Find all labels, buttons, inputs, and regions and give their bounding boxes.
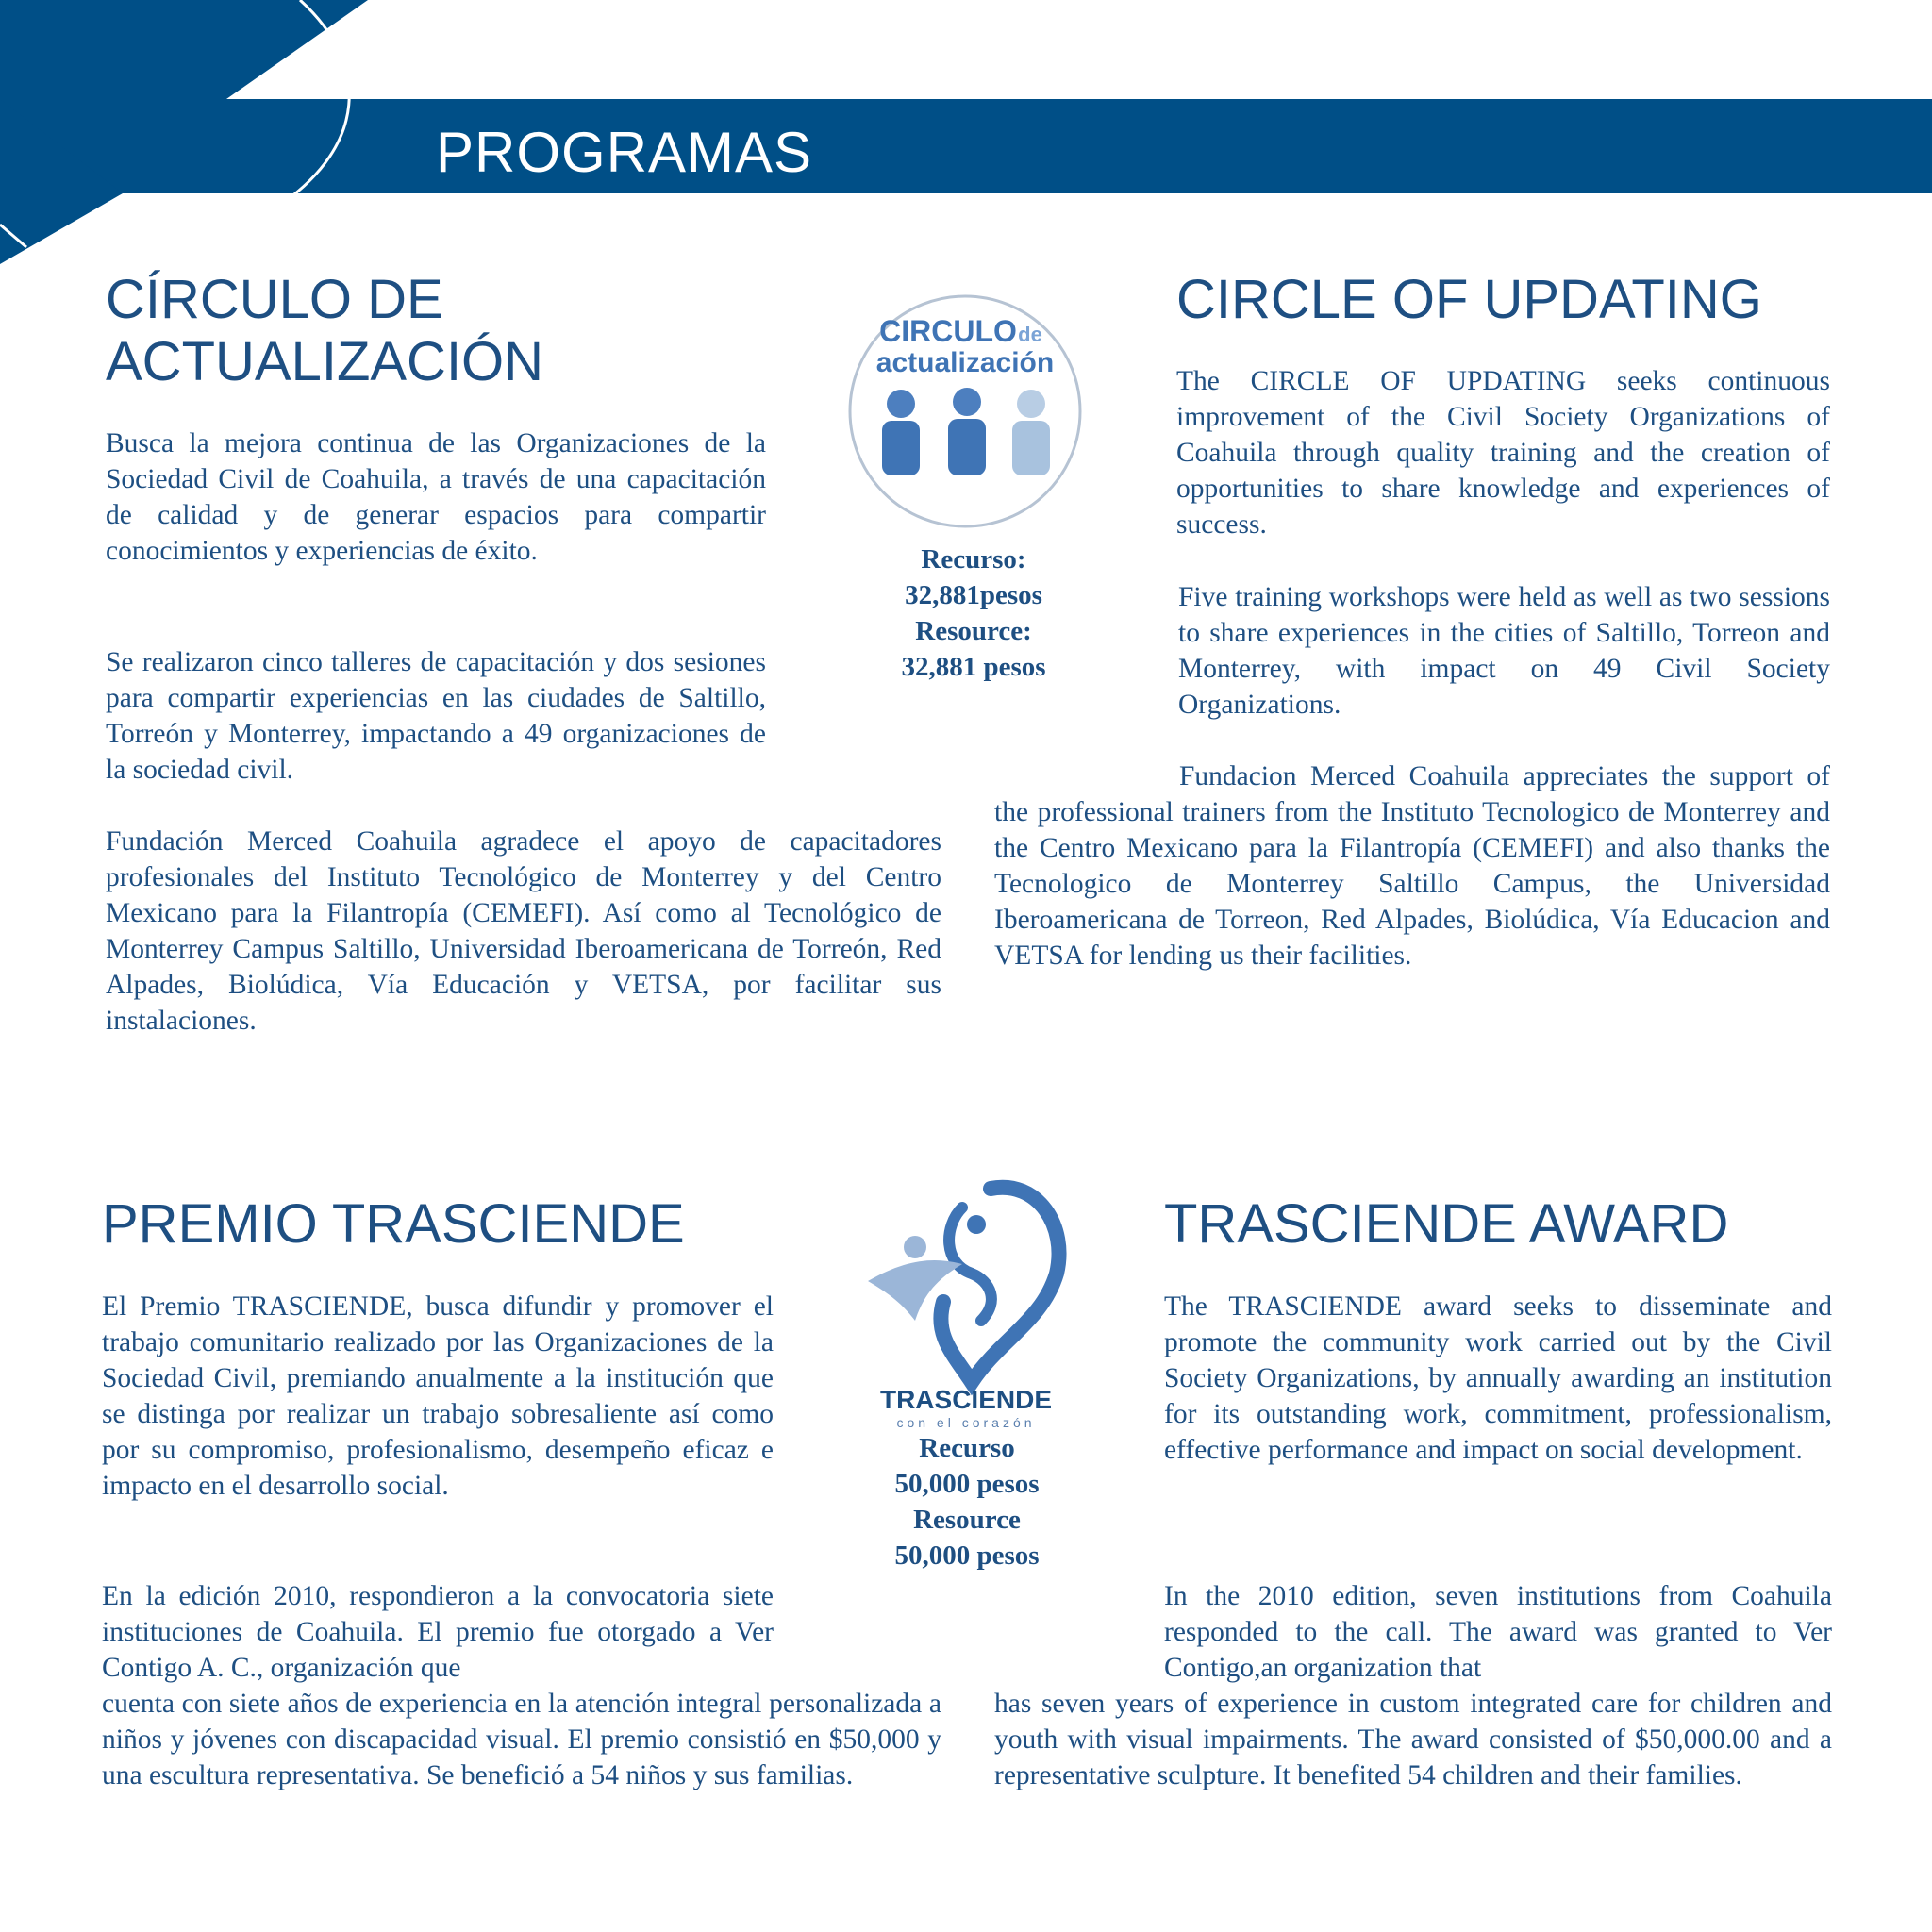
logo-text-actualizacion: actualización [875,347,1055,378]
circulo-en-p1: The CIRCLE OF UPDATING seeks continuous improvement of the Civil Society Organizations of Coahuila through quality training and the creation of opportunities to share knowledge and experiences of success. [1176,366,1830,540]
logo-tagline: con el corazón [896,1415,1036,1430]
trasciende-en-p2a: In the 2010 edition, seven institutions from Coahuila responded to the call. The award was granted to Ver Contigo,an organization that [1164,1581,1832,1683]
trasciende-en-p1: The TRASCIENDE award seeks to disseminate and promote the community work carried out by the Civil Society Organizations, by annually awarding an institution for its outstanding work, commitment, professionalism, effective performance and impact on social development. [1164,1291,1832,1465]
header-band [0,99,1932,193]
trasciende-title-en: TRASCIENDE AWARD [1164,1193,1729,1255]
logo-text-trasciende: TRASCIENDE [879,1385,1053,1414]
circulo-es-p1: Busca la mejora continua de las Organizaciones de la Sociedad Civil de Coahuila, a través de una capacitación de calidad y de generar espacios para compartir conocimientos y experiencias de éxito. [106,428,766,566]
trasciende-logo [849,1170,1075,1434]
trasciende-recurso-label: Recurso [919,1433,1015,1463]
logo-text-de: de [1018,323,1042,346]
circulo-recurso-label: Recurso: [921,544,1026,575]
trasciende-title-es: PREMIO TRASCIENDE [102,1193,685,1255]
circulo-en-p2: Five training workshops were held as well as two sessions to share experiences in the cities of Saltillo, Torreon and Monterrey, with impact on 49 Civil Society Organizations. [1178,582,1830,720]
logo-text-circulo: CIRCULO [879,314,1017,348]
header-decoration [0,0,1932,283]
trasciende-resource-value: 50,000 pesos [894,1541,1040,1571]
circulo-resource-box [851,541,1096,685]
heart-figure-icon [868,1188,1059,1382]
page-title: PROGRAMAS [436,121,813,184]
trasciende-es-p2a: En la edición 2010, respondieron a la convocatoria siete instituciones de Coahuila. El premio fue otorgado a Ver Contigo A. C., organización que [102,1581,774,1683]
trasciende-resource-label: Resource [913,1505,1021,1535]
people-icon [882,388,1050,475]
circulo-title-en: CIRCLE OF UPDATING [1176,269,1762,330]
trasciende-es-p1: El Premio TRASCIENDE, busca difundir y promover el trabajo comunitario realizado por las Organizaciones de la Sociedad Civil, premiando anualmente a la institución que se distinga por realizar un trabajo sobresaliente así como por su compromiso, profesionalismo, desempeño eficaz e impacto en el desarrollo social. [102,1291,774,1501]
circulo-resource-label: Resource: [915,616,1032,646]
trasciende-recurso-value: 50,000 pesos [894,1469,1040,1499]
circulo-es-p2: Se realizaron cinco talleres de capacitación y dos sesiones para compartir experiencias en las ciudades de Saltillo, Torreón y Monterrey, impactando a 49 organizaciones de la sociedad civil. [106,647,766,785]
circulo-es-p3: Fundación Merced Coahuila agradece el apoyo de capacitadores profesionales del Instituto Tecnológico de Monterrey y del Centro Mexicano para la Filantropía (CEMEFI). Así como al Tecnológico de Monterrey Campus Saltillo, Universidad Iberoamericana de Torreón, Red Alpades, Biolúdica, Vía Educación y VETSA, por facilitar sus instalaciones. [106,826,941,1036]
circulo-en-p3: Fundacion Merced Coahuila appreciates the support of the professional trainers from the Instituto Tecnologico de Monterrey and the Centro Mexicano para la Filantropía (CEMEFI) and also thanks the Tecnologico de Monterrey Saltillo Campus, the Universidad Iberoamericana de Torreon, Red Alpades, Biolúdica, Vía Educacion and VETSA for lending us their facilities. [994,761,1830,971]
trasciende-resource-box [844,1430,1090,1574]
circulo-recurso-value: 32,881pesos [905,580,1042,610]
circulo-logo [846,292,1084,530]
corner-block [0,0,368,99]
circulo-title-es: CÍRCULO DE ACTUALIZACIÓN [106,269,544,392]
trasciende-es-p2b: cuenta con siete años de experiencia en la atención integral personalizada a niños y jóvenes con discapacidad visual. El premio consistió en $50,000 y una escultura representativa. Se benefició a 54 niños y sus familias. [102,1689,941,1790]
circulo-resource-value: 32,881 pesos [901,652,1046,682]
trasciende-en-p2b: has seven years of experience in custom integrated care for children and youth with visual impairments. The award consisted of $50,000.00 and a representative sculpture. It benefited 54 children and their families. [994,1689,1832,1790]
